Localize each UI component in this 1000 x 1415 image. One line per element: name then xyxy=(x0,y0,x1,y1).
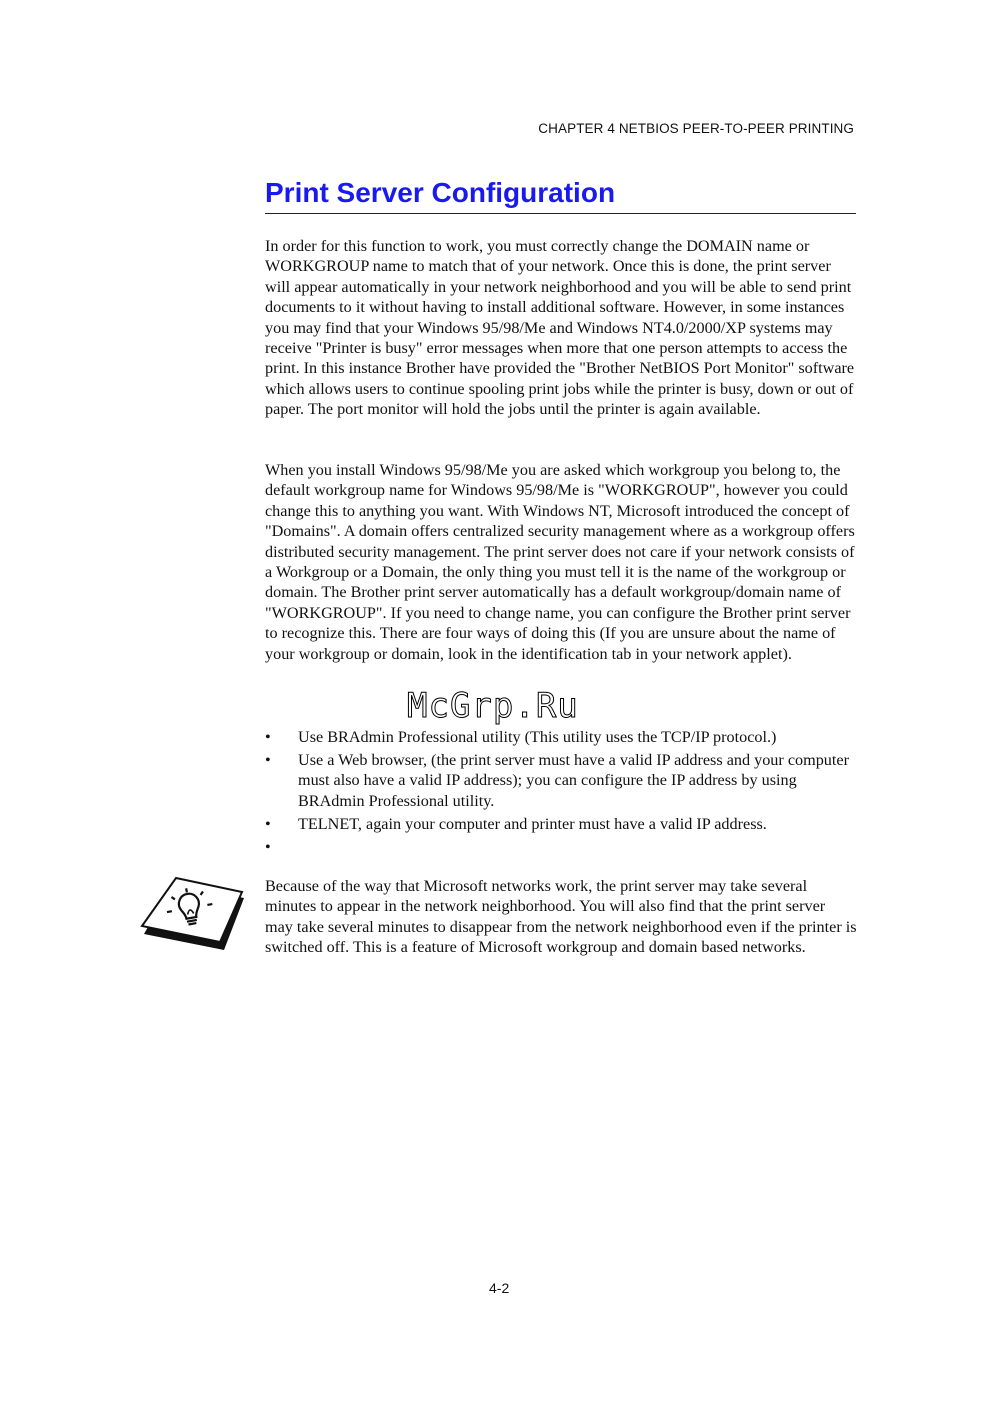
paragraph-intro: In order for this function to work, you must correctly change the DOMAIN name or WORKGROUP name to match that of your network. Once this is done, the print server will appear automatically in your network neighborhood and you will be able to send print documents to it without having to install additional software. However, in some instances you may find that your Windows 95/98/Me and Windows NT4.0/2000/XP systems may receive "Printer is busy" error messages when more that one person attempts to access the print. In this instance Brother have provided the "Brother NetBIOS Port Monitor" software which allows users to continue spooling print jobs while the printer is busy, down or out of paper. The port monitor will hold the jobs until the printer is again available. xyxy=(265,237,855,419)
paragraph-workgroup: When you install Windows 95/98/Me you are asked which workgroup you belong to, the default workgroup name for Windows 95/98/Me is "WORKGROUP", however you could change this to anything you want. With Windows NT, Microsoft introduced the concept of "Domains". A domain offers centralized security management where as a workgroup offers distributed security management. The print server does not care if your network consists of a Workgroup or a Domain, the only thing you must tell it is the name of the workgroup or domain. The Brother print server automatically has a default workgroup/domain name of "WORKGROUP". If you need to change name, you can configure the Brother print server to recognize this. There are four ways of doing this (If you are unsure about the name of your workgroup or domain, look in the identification tab in your network applet). xyxy=(265,461,855,663)
list-item xyxy=(265,837,857,857)
bullet-icon: • xyxy=(265,837,271,856)
watermark-text: McGrp.Ru xyxy=(407,686,579,726)
note-text: Because of the way that Microsoft networks work, the print server may take several minutes to appear in the network neighborhood. You will also find that the print server may take several minutes to disappear from the network neighborhood even if the printer is switched off. This is a feature of Microsoft workgroup and domain based networks. xyxy=(265,877,857,957)
bullet-list xyxy=(265,727,857,859)
page-number: 4-2 xyxy=(489,1280,510,1296)
list-item xyxy=(265,727,857,747)
running-header: CHAPTER 4 NETBIOS PEER-TO-PEER PRINTING xyxy=(538,121,854,136)
list-item-text: Use BRAdmin Professional utility (This utility uses the TCP/IP protocol.) xyxy=(298,728,777,746)
bullet-icon: • xyxy=(265,814,271,833)
list-item xyxy=(265,750,857,811)
bullet-icon: • xyxy=(265,728,271,746)
section-title: Print Server Configuration xyxy=(265,176,856,214)
list-item-text: TELNET, again your computer and printer must have a valid IP address. xyxy=(298,814,767,833)
list-item xyxy=(265,814,857,834)
bullet-icon: • xyxy=(265,750,271,769)
list-item-text: Use a Web browser, (the print server must have a valid IP address and your computer must also have a valid IP address); you can configure the IP address by using BRAdmin Professional utility. xyxy=(298,750,849,810)
lightbulb-note-icon xyxy=(140,876,246,952)
